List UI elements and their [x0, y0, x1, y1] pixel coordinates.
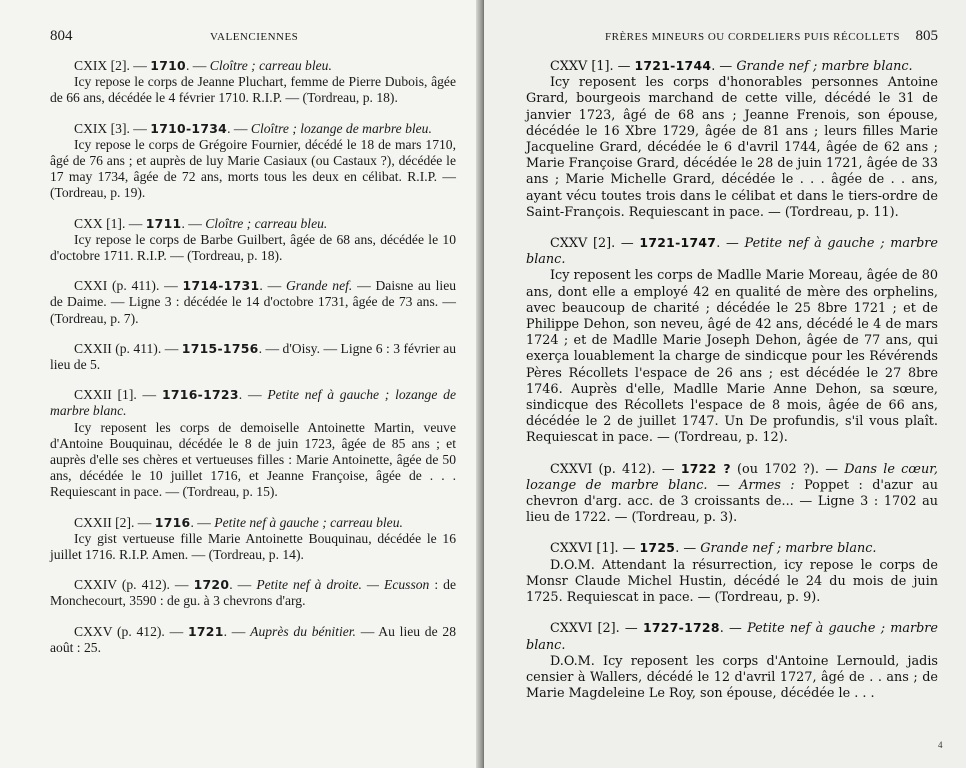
entry-heading	[50, 577, 456, 609]
entry-location: Dans le cœur, lozange de marbre blanc. — Armes :	[526, 461, 938, 493]
entry-number: CXXV (p. 412).	[74, 623, 165, 639]
entry-heading	[50, 341, 456, 373]
entry-number: CXX [1].	[74, 215, 126, 231]
entry-heading	[50, 387, 456, 419]
entry-heading	[526, 235, 938, 268]
inscription-entry	[50, 278, 456, 327]
entry-dash: —	[129, 58, 151, 73]
entry-date: 1710	[150, 58, 186, 73]
inscription-entry	[50, 341, 456, 373]
entry-number: CXXII (p. 411).	[74, 340, 162, 356]
entry-separator: (ou 1702 ?). —	[730, 461, 845, 477]
entry-dash: —	[169, 577, 194, 593]
entry-dash: —	[615, 236, 640, 252]
inscription-entry	[50, 515, 456, 564]
entry-date: 1727-1728	[642, 620, 720, 636]
entry-date: 1721-1744	[634, 58, 712, 73]
entry-text: Icy reposent les corps de demoiselle Antoinette Martin, veuve d'Antoine Bouquinau, décédée le 8 de juin 1723, âgée de 85 ans ; et auprès d'elle ses chères et vertueuses filles : Marie Antoinette, âgée de 50 ans, décédée le 10 juillet 1716, et Jeanne Françoise, âgée de . . . Requiescant in pace. — (Tordreau, p. 15).	[50, 419, 456, 500]
entry-date: 1721-1747	[639, 235, 717, 251]
inscription-entry	[526, 461, 938, 527]
entry-location: Petite nef à gauche ; carreau bleu.	[214, 514, 403, 530]
entry-number: CXIX [2].	[74, 58, 130, 73]
entry-text: Icy repose le corps de Jeanne Pluchart, femme de Pierre Dubois, âgée de 66 ans, décédée le 4 février 1710. R.I.P. — (Tordreau, p. 18).	[50, 74, 456, 106]
entry-separator: . —	[259, 278, 286, 294]
entry-location: Petite nef à droite. — Ecusson	[256, 577, 430, 593]
entry-note: — Daisne au lieu de Daime. — Ligne 3 : décédée le 14 d'octobre 1731, âgée de 73 ans. — (Tordreau, p. 7).	[50, 278, 457, 326]
entry-date: 1716	[154, 514, 191, 530]
entry-date: 1711	[145, 215, 182, 231]
entry-note: — Au lieu de 28 août : 25.	[50, 623, 456, 655]
entry-number: CXIX [3].	[74, 120, 130, 136]
entry-text: Icy repose le corps de Grégoire Fournier, décédé le 18 de mars 1710, âgé de 76 ans ; et auprès de luy Marie Casiaux (ou Castaux ?), décédée le 17 may 1734, âgée de 72 ans, morts tous les deux en célibat. R.I.P. — (Tordreau, p. 19).	[50, 136, 456, 201]
entry-dash: —	[134, 514, 155, 530]
entry-dash: —	[161, 340, 182, 356]
entry-separator: . —	[711, 59, 737, 74]
entry-text: Icy gist vertueuse fille Marie Antoinette Bouquinau, décédée le 16 juillet 1716. R.I.P. Amen. — (Tordreau, p. 14).	[50, 530, 456, 563]
entry-location: Cloître ; lozange de marbre bleu.	[250, 120, 432, 136]
signature-mark: 4	[938, 740, 943, 750]
left-page-header	[50, 30, 456, 52]
entry-location: Grande nef ; marbre blanc.	[736, 59, 913, 74]
left-page	[0, 0, 482, 768]
inscription-entry	[526, 540, 938, 606]
entry-heading	[526, 540, 938, 557]
entry-heading	[50, 624, 456, 656]
entry-separator: . —	[227, 120, 251, 136]
entry-heading	[50, 278, 456, 327]
entry-dash: —	[159, 278, 183, 294]
inscription-entry	[526, 58, 938, 221]
entry-dash: —	[655, 461, 681, 477]
entry-location: Cloître ; carreau bleu.	[209, 58, 332, 73]
entry-heading	[50, 216, 456, 232]
entry-text: Icy reposent les corps d'honorables personnes Antoine Grard, bourgeois marchand de cette ville, décédé le 31 de janvier 1723, âgé de 68 ans ; Jeanne Frenois, son épouse, décédée le 16 Xbre 1729, âgée de 81 ans ; leurs filles Marie Jacqueline Grard, décédée le 6 d'avril 1744, âgée de 62 ans ; Marie Françoise Grard, décédée le 28 de juin 1721, âgée de 33 ans ; Marie Michelle Grard, décédée le . . . âgée de . . ans, ayant vécu toutes trois dans le célibat et dans le tiers-ordre de Saint-François. Requiescant in pace. — (Tordreau, p. 11).	[526, 75, 938, 220]
entry-date: 1720	[193, 577, 230, 593]
entry-separator: . —	[258, 340, 283, 356]
page-number: 804	[50, 28, 73, 44]
entry-number: CXXII [2].	[74, 514, 135, 530]
entry-number: CXXII [1].	[74, 387, 137, 403]
entry-note: Poppet : d'azur au chevron d'arg. acc. de 3 croissants de... — Ligne 3 : 1702 au lieu de 1722. — (Tordreau, p. 3).	[526, 477, 938, 526]
entry-number: CXXVI [1].	[550, 541, 619, 557]
inscription-entry	[50, 577, 456, 609]
entry-separator: . —	[223, 623, 251, 639]
entry-separator: . —	[185, 58, 210, 73]
entry-dash: —	[129, 120, 151, 136]
inscription-entry	[50, 624, 456, 656]
entry-separator: . —	[716, 236, 745, 252]
entry-text: D.O.M. Attendant la résurrection, icy repose le corps de Monsr Claude Michel Hustin, décédé le 24 du mois de juin 1725. Requiescat in pace. — (Tordreau, p. 9).	[526, 557, 938, 606]
entry-number: CXXVI (p. 412).	[550, 461, 656, 477]
entry-dash: —	[136, 387, 162, 403]
entry-location: Grande nef.	[285, 278, 353, 294]
entry-location: Petite nef à gauche ; marbre blanc.	[526, 236, 938, 268]
entry-note: : de Monchecourt, 3590 : de gu. à 3 chevrons d'arg.	[50, 577, 457, 609]
running-head: VALENCIENNES	[210, 31, 299, 43]
page-number: 805	[915, 28, 938, 44]
entry-dash: —	[125, 215, 146, 231]
entry-number: CXXI (p. 411).	[74, 278, 160, 294]
entry-separator: . —	[190, 514, 215, 530]
entry-separator: . —	[675, 541, 701, 557]
entry-heading	[526, 461, 938, 527]
entry-dash: —	[619, 621, 643, 637]
entry-heading	[50, 121, 456, 137]
entry-heading	[526, 620, 938, 653]
entry-date: 1710-1734	[150, 120, 228, 136]
entry-dash: —	[613, 59, 635, 74]
entry-separator: . —	[229, 577, 257, 593]
inscription-entry	[50, 121, 456, 202]
entry-date: 1725	[639, 540, 676, 556]
entry-dash: —	[618, 541, 640, 557]
entry-location: Grande nef ; marbre blanc.	[700, 541, 877, 557]
entry-heading	[50, 58, 456, 74]
entry-date: 1716-1723	[161, 387, 239, 403]
entry-text: D.O.M. Icy reposent les corps d'Antoine Lernould, jadis censier à Wallers, décédé le 12 d'avril 1727, âgé de . . ans ; de Marie Magdeleine Le Roy, son épouse, décédée le . . .	[526, 653, 938, 702]
entry-date: 1714-1731	[182, 278, 260, 294]
inscription-entry	[526, 235, 938, 447]
inscription-entry	[50, 58, 456, 107]
inscription-entry	[50, 387, 456, 500]
inscription-entry	[50, 216, 456, 265]
right-page	[484, 0, 966, 768]
entry-date: 1715-1756	[181, 340, 259, 356]
entry-location: Cloître ; carreau bleu.	[205, 215, 328, 231]
entry-number: CXXVI [2].	[550, 621, 620, 637]
entry-date: 1722 ?	[680, 460, 731, 476]
inscription-entry	[526, 620, 938, 702]
entry-separator: . —	[181, 215, 206, 231]
entry-text: Icy reposent les corps de Madlle Marie Moreau, âgée de 80 ans, dont elle a employé 42 en qualité de mère des orphelins, avec beaucoup de charité ; décédée le 25 8bre 1721 ; et de Philippe Dehon, son neveu, âgé de 42 ans, décédé le 4 de mars 1724 ; et de Madlle Marie Joseph Dehon, âgée de 77 ans, qui exerça louablement la charge de sindicque pour les Révérends Pères Récollets l'espace de 26 ans ; est décédée le 27 8bre 1746. Auprès d'elle, Madlle Marie Anne Dehon, sa sœure, sindicque des Récollets l'espace de 8 mois, âgée de 66 ans, décédée le 2 de juillet 1747. Un De profundis, s'il vous plaît. Requiescat in pace. — (Tordreau, p. 12).	[526, 268, 938, 446]
entry-location: Auprès du bénitier.	[250, 623, 356, 639]
entry-location: Petite nef à gauche ; marbre blanc.	[526, 621, 938, 653]
entry-number: CXXV [2].	[550, 236, 616, 252]
left-entries	[50, 58, 456, 656]
entry-note: d'Oisy. — Ligne 6 : 3 février au lieu de 5.	[50, 340, 456, 373]
running-head: FRÈRES MINEURS OU CORDELIERS PUIS RÉCOLLETS	[604, 31, 900, 43]
entry-number: CXXV [1].	[550, 59, 614, 74]
entry-heading	[526, 58, 938, 75]
entry-number: CXXIV (p. 412).	[74, 577, 170, 593]
entry-separator: . —	[719, 621, 748, 637]
right-entries	[526, 58, 938, 702]
entry-text: Icy repose le corps de Barbe Guilbert, âgée de 68 ans, décédée le 10 d'octobre 1711. R.I.P. — (Tordreau, p. 18).	[50, 231, 456, 264]
entry-separator: . —	[238, 387, 268, 403]
entry-date: 1721	[187, 623, 224, 639]
entry-heading	[50, 515, 456, 531]
entry-location: Petite nef à gauche ; lozange de marbre blanc.	[50, 387, 456, 419]
right-page-header	[526, 30, 938, 52]
entry-dash: —	[164, 623, 188, 639]
